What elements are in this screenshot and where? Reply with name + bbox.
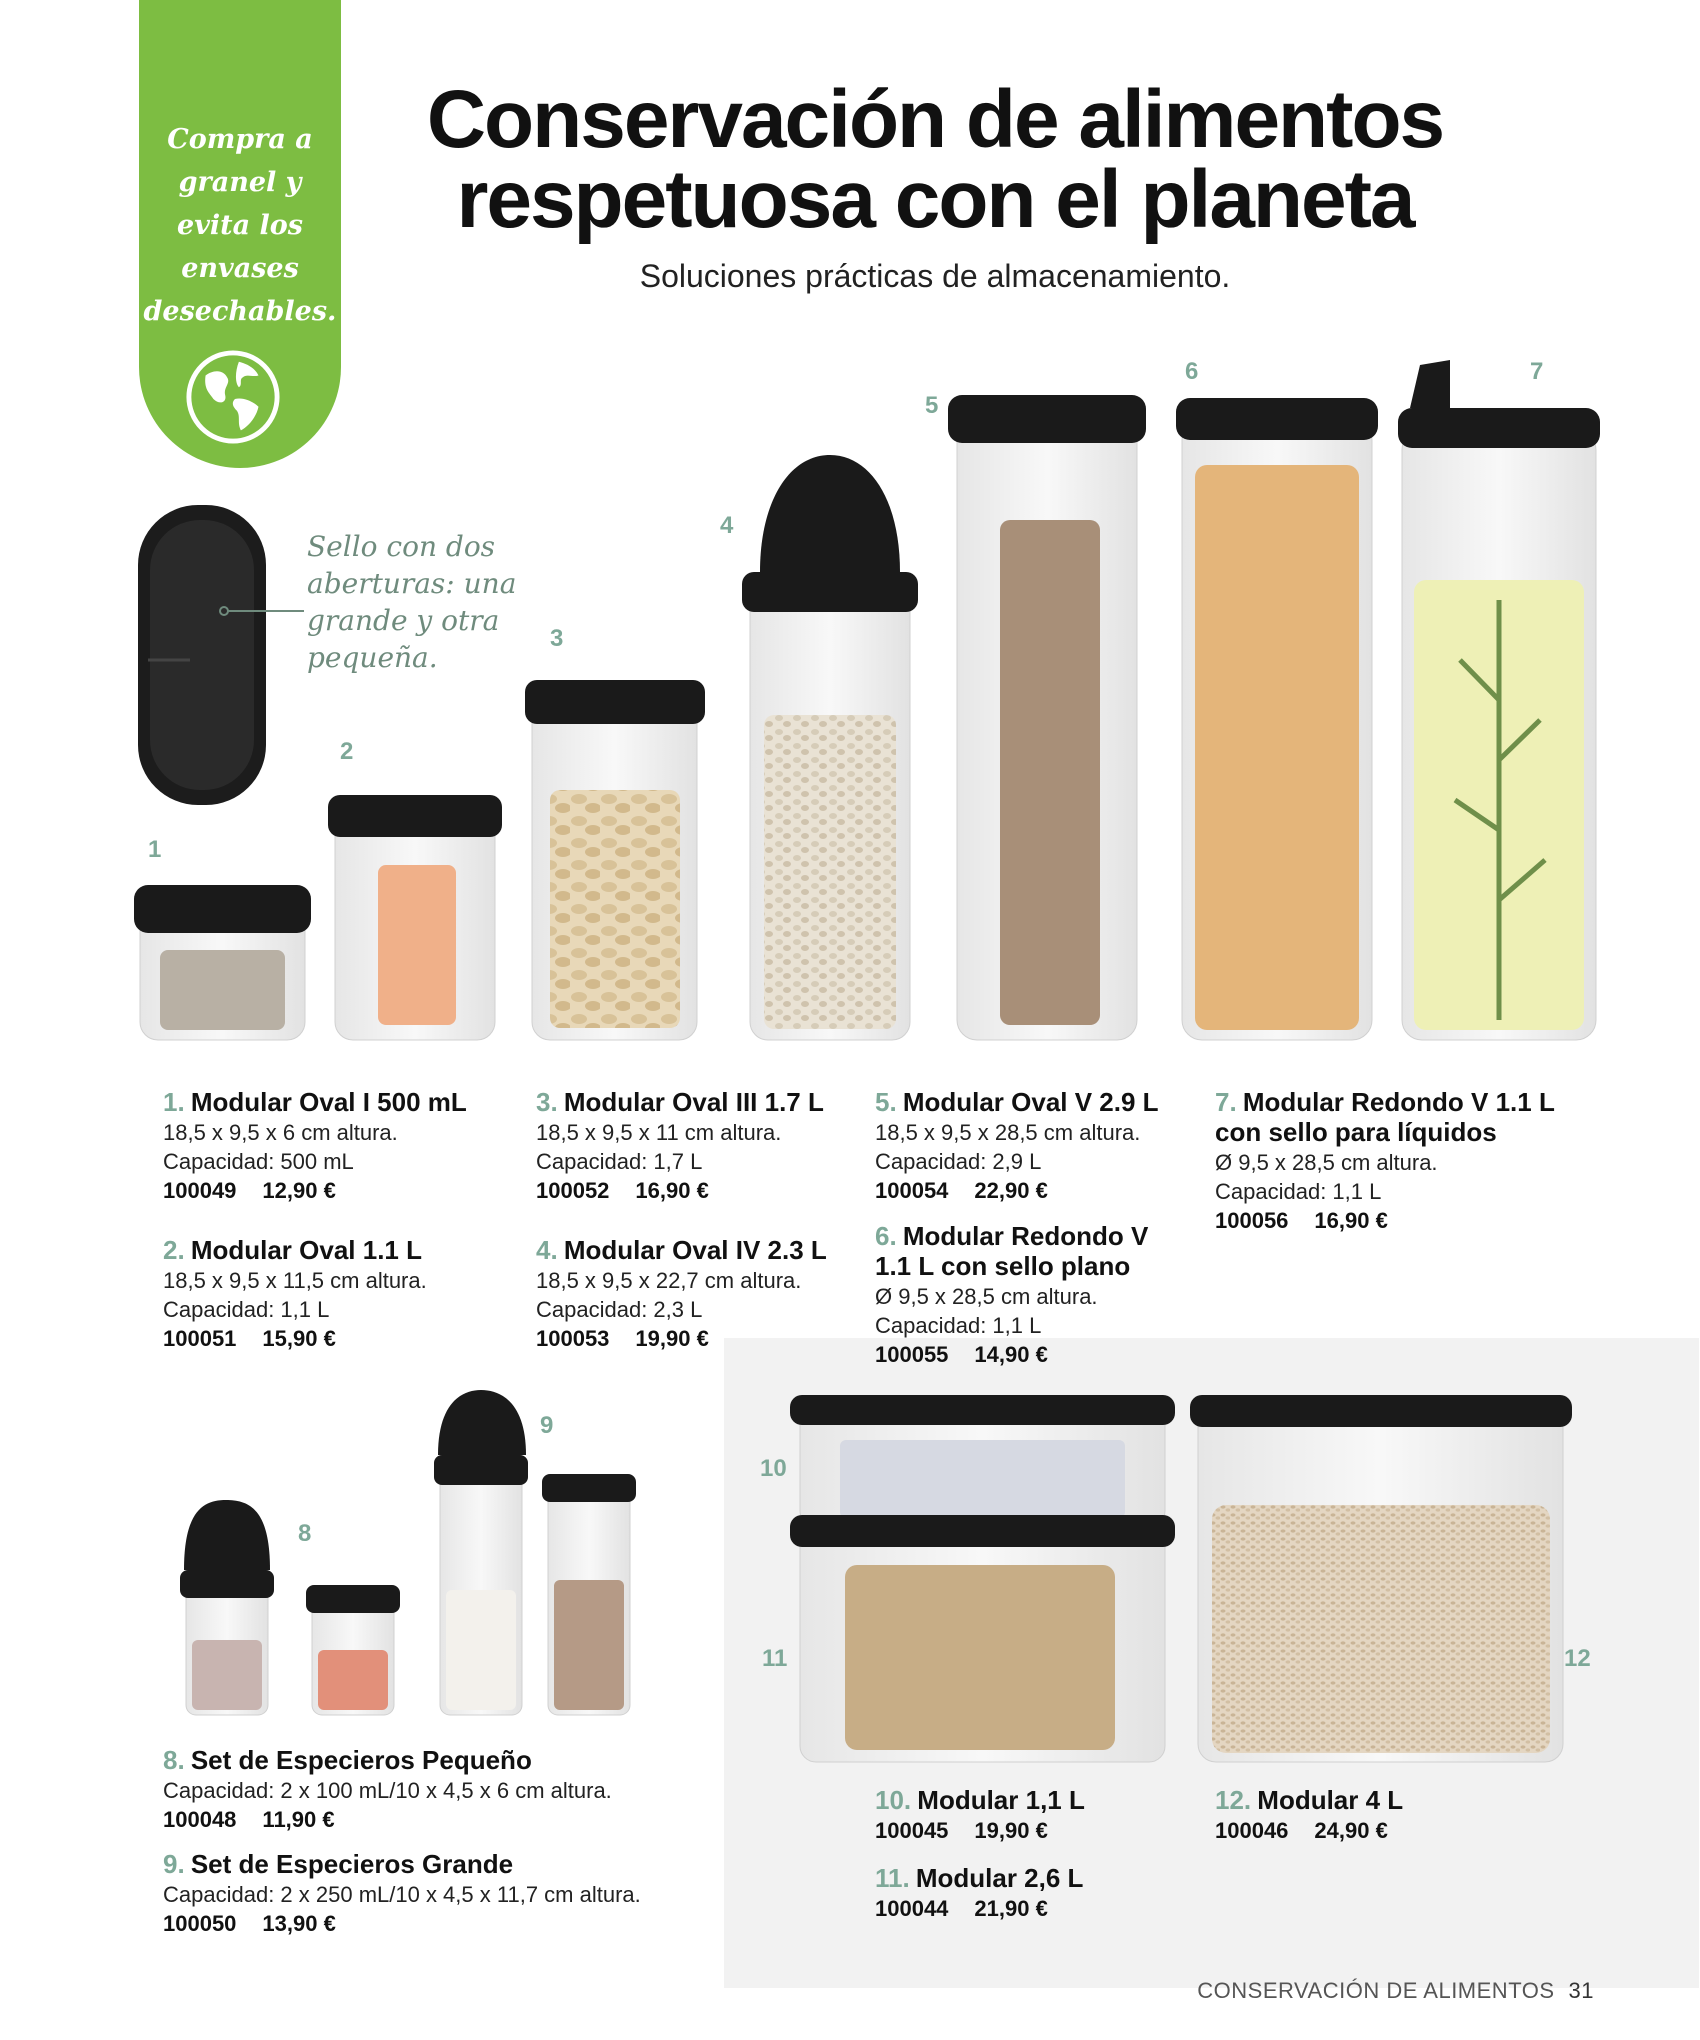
product-dimensions: 18,5 x 9,5 x 22,7 cm altura. (536, 1268, 802, 1293)
product-7 (1215, 1088, 1555, 1235)
product-image-3 (525, 680, 705, 1040)
product-name: Set de Especieros Grande (190, 1849, 514, 1879)
note-line: aberturas: una (307, 567, 517, 600)
product-8 (163, 1746, 612, 1834)
product-name: Modular Oval IV 2.3 L (563, 1235, 827, 1265)
product-dimensions: 18,5 x 9,5 x 6 cm altura. (163, 1120, 398, 1145)
product-dimensions: 18,5 x 9,5 x 11 cm altura. (536, 1120, 782, 1145)
product-number: 1. (163, 1087, 185, 1117)
product-code: 100048 (163, 1807, 237, 1832)
product-capacity: Capacidad: 2 x 100 mL/10 x 4,5 x 6 cm altura. (163, 1778, 612, 1803)
page-footer (1197, 1978, 1594, 2004)
product-capacity: Capacidad: 1,1 L (875, 1313, 1042, 1338)
product-number: 4. (536, 1235, 558, 1265)
product-code: 100052 (536, 1178, 610, 1203)
product-number: 7. (1215, 1087, 1237, 1117)
product-price: 16,90 € (635, 1178, 709, 1203)
product-number: 10. (875, 1785, 912, 1815)
note-line: Sello con dos (307, 530, 496, 563)
product-price: 13,90 € (262, 1911, 336, 1936)
product-capacity: Capacidad: 1,1 L (163, 1297, 330, 1322)
product-number: 9. (163, 1849, 185, 1879)
product-price: 11,90 € (262, 1807, 335, 1832)
image-number-11: 11 (762, 1645, 788, 1672)
product-number: 6. (875, 1221, 897, 1251)
product-dimensions: 18,5 x 9,5 x 11,5 cm altura. (163, 1268, 427, 1293)
image-number-12: 12 (1564, 1645, 1591, 1672)
product-6 (875, 1222, 1148, 1369)
product-price: 19,90 € (635, 1326, 709, 1351)
product-number: 3. (536, 1087, 558, 1117)
product-name: Modular Oval I 500 mL (190, 1087, 467, 1117)
product-image-4 (742, 455, 918, 1040)
product-code: 100055 (875, 1342, 949, 1367)
product-name: Modular Redondo V 1.1 L (1242, 1087, 1555, 1117)
tab-line: desechables. (143, 296, 337, 327)
product-capacity: Capacidad: 1,1 L (1215, 1179, 1382, 1204)
product-9 (163, 1850, 641, 1938)
image-number-2: 2 (340, 738, 354, 765)
product-number: 11. (875, 1863, 910, 1893)
product-code: 100050 (163, 1911, 237, 1936)
product-image-6 (1176, 398, 1378, 1040)
product-code: 100051 (163, 1326, 237, 1351)
product-code: 100046 (1215, 1818, 1289, 1843)
title-line-2: respetuosa con el planeta (456, 154, 1414, 245)
product-name: Modular 4 L (1257, 1785, 1404, 1815)
footer-section: CONSERVACIÓN DE ALIMENTOS (1197, 1978, 1555, 2003)
title-line-1: Conservación de alimentos (426, 74, 1444, 165)
product-2 (163, 1236, 427, 1353)
product-code: 100056 (1215, 1208, 1289, 1233)
image-number-10: 10 (760, 1455, 787, 1482)
image-number-1: 1 (148, 836, 162, 863)
product-name: Modular Oval III 1.7 L (563, 1087, 824, 1117)
product-capacity: Capacidad: 500 mL (163, 1149, 354, 1174)
note-line: pequeña. (307, 641, 438, 674)
product-capacity: Capacidad: 2,3 L (536, 1297, 703, 1322)
product-4 (536, 1236, 827, 1353)
product-code: 100045 (875, 1818, 949, 1843)
product-price: 14,90 € (974, 1342, 1048, 1367)
product-price: 16,90 € (1314, 1208, 1388, 1233)
product-number: 8. (163, 1745, 185, 1775)
product-number: 2. (163, 1235, 185, 1265)
product-name: Modular Oval V 2.9 L (902, 1087, 1159, 1117)
product-image-2 (328, 795, 502, 1040)
tab-line: granel y (178, 167, 302, 198)
product-image-11 (790, 1515, 1175, 1762)
product-dimensions: 18,5 x 9,5 x 28,5 cm altura. (875, 1120, 1141, 1145)
image-number-4: 4 (720, 512, 734, 539)
image-number-8: 8 (298, 1520, 312, 1547)
image-number-7: 7 (1530, 358, 1544, 385)
product-code: 100054 (875, 1178, 949, 1203)
product-price: 15,90 € (262, 1326, 336, 1351)
product-dimensions: Ø 9,5 x 28,5 cm altura. (875, 1284, 1098, 1309)
product-image-12 (1190, 1395, 1572, 1762)
product-name: Set de Especieros Pequeño (190, 1745, 532, 1775)
tab-line: envases (181, 253, 299, 284)
product-3 (536, 1088, 824, 1205)
tab-line: Compra a (167, 124, 313, 155)
product-code: 100053 (536, 1326, 610, 1351)
product-image-8 (180, 1500, 400, 1715)
product-price: 12,90 € (262, 1178, 336, 1203)
product-price: 24,90 € (1314, 1818, 1388, 1843)
image-number-5: 5 (925, 392, 939, 419)
product-1 (163, 1088, 467, 1205)
product-image-10 (790, 1395, 1175, 1525)
product-number: 12. (1215, 1785, 1252, 1815)
product-name-line-2: 1.1 L con sello plano (875, 1251, 1131, 1281)
product-capacity: Capacidad: 2,9 L (875, 1149, 1042, 1174)
product-image-7 (1398, 360, 1600, 1040)
note-line: grande y otra (307, 604, 500, 637)
product-name: Modular 1,1 L (917, 1785, 1085, 1815)
product-12 (1215, 1786, 1403, 1845)
image-number-3: 3 (550, 625, 564, 652)
image-number-9: 9 (540, 1412, 554, 1439)
product-11 (875, 1864, 1083, 1923)
product-price: 19,90 € (974, 1818, 1048, 1843)
product-name-line-2: con sello para líquidos (1215, 1117, 1497, 1147)
tab-line: evita los (177, 210, 303, 241)
product-capacity: Capacidad: 2 x 250 mL/10 x 4,5 x 11,7 cm altura. (163, 1882, 641, 1907)
product-image-5 (948, 395, 1146, 1040)
product-image-9 (434, 1390, 636, 1715)
product-code: 100049 (163, 1178, 237, 1203)
product-price: 21,90 € (974, 1896, 1048, 1921)
product-name: Modular Redondo V (902, 1221, 1149, 1251)
product-name: Modular 2,6 L (915, 1863, 1084, 1893)
image-number-6: 6 (1185, 358, 1199, 385)
product-name: Modular Oval 1.1 L (190, 1235, 422, 1265)
product-5 (875, 1088, 1159, 1205)
page-subtitle: Soluciones prácticas de almacenamiento. (639, 258, 1231, 294)
product-dimensions: Ø 9,5 x 28,5 cm altura. (1215, 1150, 1438, 1175)
product-number: 5. (875, 1087, 897, 1117)
product-price: 22,90 € (974, 1178, 1048, 1203)
product-10 (875, 1786, 1085, 1845)
product-capacity: Capacidad: 1,7 L (536, 1149, 703, 1174)
product-image-1 (134, 885, 311, 1040)
page-number: 31 (1568, 1978, 1594, 2003)
product-code: 100044 (875, 1896, 949, 1921)
